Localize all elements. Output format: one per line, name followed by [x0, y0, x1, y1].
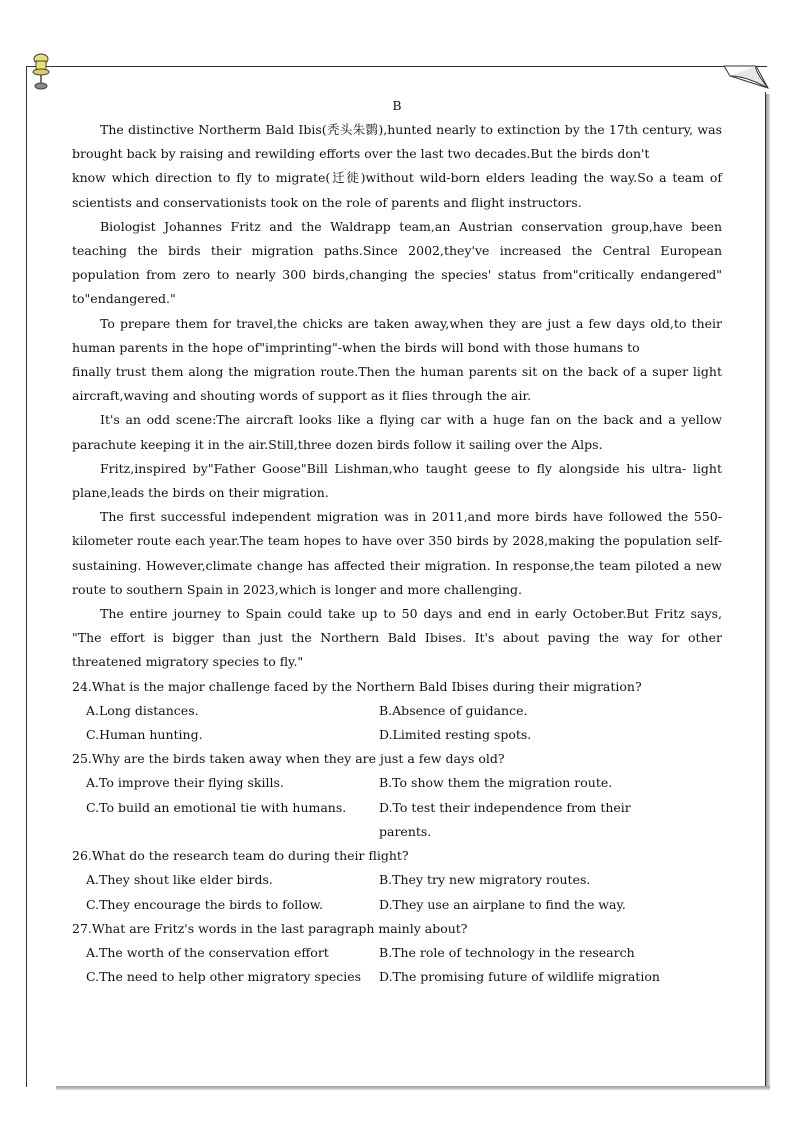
page-curl-icon: [724, 64, 770, 94]
paragraph-9: The entire journey to Spain could take up to 50 days and end in early October.But Fritz says, "The effort is bigger than just the Northern Bald Ibises. It's about paving the way for other threatened migratory species to fly.": [72, 606, 722, 670]
question-26-options: [72, 868, 722, 916]
question-24-option-a: A.Long distances.: [86, 702, 199, 718]
question-25-option-b: B.To show them the migration route.: [379, 775, 613, 791]
question-27-options: [72, 941, 722, 989]
question-25-option-a: A.To improve their flying skills.: [86, 775, 284, 791]
paragraph-7: Fritz,inspired by"Father Goose"Bill Lishman,who taught geese to fly alongside his ultra- light plane,leads the birds on their migration.: [72, 460, 722, 501]
page-shadow-right: [766, 94, 770, 1090]
question-27-option-a: A.The worth of the conservation effort: [86, 944, 329, 960]
paragraph-6: It's an odd scene:The aircraft looks like a flying car with a huge fan on the back and a yellow parachute keeping it in the air.Still,three dozen birds follow it sailing over the Alps.: [72, 412, 722, 452]
question-25-stem: 25.Why are the birds taken away when they are just a few days old?: [72, 751, 505, 767]
question-25-option-d: D.To test their independence from their parents.: [379, 799, 631, 839]
question-27-stem: 27.What are Fritz's words in the last paragraph mainly about?: [72, 920, 468, 936]
question-24-option-d: D.Limited resting spots.: [379, 727, 532, 743]
section-title: B: [392, 98, 402, 113]
page-shadow-bottom: [56, 1086, 770, 1090]
paragraph-2: know which direction to fly to migrate(迁徙)without wild-born elders leading the way.So a team of scientists and conservationists took on the role of parents and flight instructors.: [72, 170, 722, 210]
paragraph-5: finally trust them along the migration route.Then the human parents sit on the back of a super light aircraft,waving and shouting words of support as it flies through the air.: [72, 364, 722, 404]
question-26-stem: 26.What do the research team do during their flight?: [72, 848, 409, 864]
question-26-option-d: D.They use an airplane to find the way.: [379, 896, 626, 912]
pushpin-icon: [28, 52, 54, 92]
question-24-option-b: B.Absence of guidance.: [379, 702, 528, 718]
question-27-option-c: C.The need to help other migratory species: [86, 969, 362, 985]
question-26-option-a: A.They shout like elder birds.: [86, 872, 273, 888]
question-26-option-c: C.They encourage the birds to follow.: [86, 896, 323, 912]
question-24-option-c: C.Human hunting.: [86, 727, 203, 743]
question-26-option-b: B.They try new migratory routes.: [379, 872, 591, 888]
document-body: [72, 94, 722, 989]
question-25-option-c: C.To build an emotional tie with humans.: [86, 799, 347, 815]
paragraph-8: The first successful independent migration was in 2011,and more birds have followed the 550- kilometer route each year.The team hopes to have over 350 birds by 2028,making the population self-sustaining. However,climate change has affected their migration. In response,the team piloted a new route to southern Spain in 2023,which is longer and more challenging.: [72, 509, 722, 597]
paragraph-4: To prepare them for travel,the chicks are taken away,when they are just a few days old,to their human parents in the hope of"imprinting"-when the birds will bond with those humans to: [72, 315, 722, 355]
question-25-options: [72, 771, 722, 844]
paragraph-3: Biologist Johannes Fritz and the Waldrapp team,an Austrian conservation group,have been teaching the birds their migration paths.Since 2002,they've increased the Central European population from zero to nearly 300 birds,changing the species' status from"critically endangered" to"endangered.": [72, 218, 722, 307]
paragraph-1: The distinctive Northerm Bald Ibis(秃头朱鹮),hunted nearly to extinction by the 17th century, was brought back by raising and rewilding efforts over the last two decades.But the birds don't: [72, 122, 722, 162]
question-24-stem: 24.What is the major challenge faced by the Northern Bald Ibises during their migration?: [72, 678, 642, 694]
question-24-options: [72, 699, 722, 747]
question-27-option-d: D.The promising future of wildlife migration: [379, 969, 660, 985]
question-27-option-b: B.The role of technology in the research: [379, 944, 635, 960]
